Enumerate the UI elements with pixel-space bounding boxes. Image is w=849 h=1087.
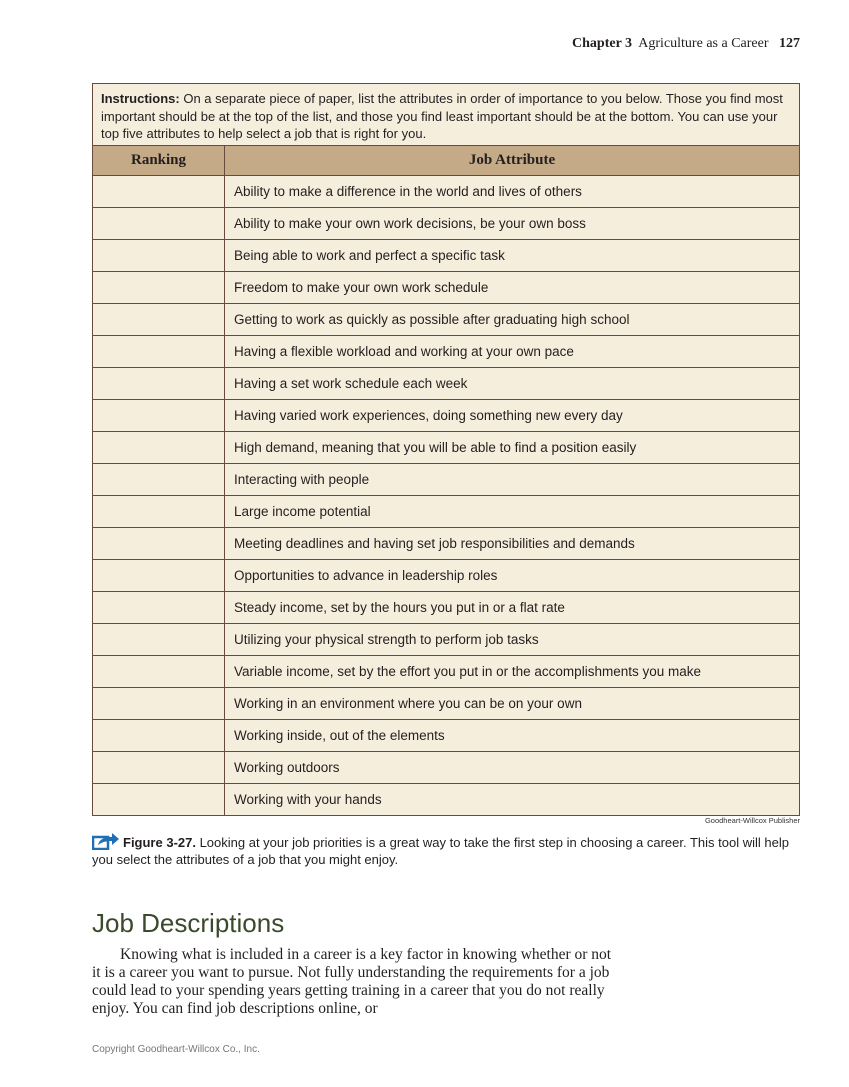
- attribute-cell: Having varied work experiences, doing something new every day: [234, 408, 623, 423]
- ranking-cell: [93, 496, 225, 527]
- ranking-cell: [93, 528, 225, 559]
- figure-caption: [92, 832, 802, 868]
- ranking-cell: [93, 464, 225, 495]
- attribute-cell: Opportunities to advance in leadership roles: [234, 568, 498, 583]
- running-header: [572, 36, 800, 52]
- body-paragraph: Knowing what is included in a career is a key factor in knowing whether or not it is a career you want to pursue. Not fully understanding the requirements for a job could lead to your spending years getting training in a career that you do not really enjoy. You can find job descriptions online, or: [92, 946, 612, 1017]
- caption-text: Looking at your job priorities is a great way to take the first step in choosing a career. This tool will help you select the attributes of a job that you might enjoy.: [92, 835, 789, 867]
- table-row: [93, 528, 799, 560]
- attribute-cell: Steady income, set by the hours you put in or a flat rate: [234, 600, 565, 615]
- table-header: [93, 145, 799, 176]
- table-row: [93, 752, 799, 784]
- ranking-cell: [93, 656, 225, 687]
- attribute-cell: Ability to make a difference in the world and lives of others: [234, 184, 582, 199]
- attribute-cell: Utilizing your physical strength to perform job tasks: [234, 632, 539, 647]
- ranking-cell: [93, 208, 225, 239]
- table-row: [93, 208, 799, 240]
- attribute-cell: Having a set work schedule each week: [234, 376, 468, 391]
- col-attribute: Job Attribute: [468, 152, 556, 168]
- ranking-cell: [93, 592, 225, 623]
- attribute-cell: Interacting with people: [234, 472, 370, 487]
- ranking-cell: [93, 240, 225, 271]
- attribute-cell: Being able to work and perfect a specific task: [234, 248, 505, 263]
- table-row: [93, 592, 799, 624]
- table-row: [93, 304, 799, 336]
- ranking-cell: [93, 432, 225, 463]
- attribute-cell: Ability to make your own work decisions, be your own boss: [234, 216, 586, 231]
- share-arrow-icon: [92, 832, 120, 850]
- section-heading: Job Descriptions: [92, 908, 285, 938]
- chapter-label: Chapter 3: [572, 36, 633, 51]
- table-row: [93, 464, 799, 496]
- table-row: [93, 784, 799, 815]
- table-row: [93, 272, 799, 304]
- ranking-cell: [93, 784, 225, 815]
- ranking-cell: [93, 272, 225, 303]
- attribute-cell: Having a flexible workload and working at your own pace: [234, 344, 574, 359]
- ranking-cell: [93, 304, 225, 335]
- attribute-cell: Large income potential: [234, 504, 371, 519]
- figure-label: Figure 3-27.: [123, 835, 196, 850]
- attribute-cell: Working in an environment where you can be on your own: [234, 696, 582, 711]
- attribute-cell: Getting to work as quickly as possible after graduating high school: [234, 312, 630, 327]
- table-row: [93, 624, 799, 656]
- table-row: [93, 240, 799, 272]
- ranking-cell: [93, 176, 225, 207]
- table-row: [93, 560, 799, 592]
- instructions-text: On a separate piece of paper, list the attributes in order of importance to you below. Those you find most important should be at the top of the list, and those you find least important should be at the bottom. You can use your top five attributes to help select a job that is right for you.: [101, 91, 783, 141]
- attribute-cell: Working with your hands: [234, 792, 382, 807]
- credit: Goodheart-Willcox Publisher: [704, 816, 800, 825]
- copyright: Copyright Goodheart-Willcox Co., Inc.: [92, 1044, 260, 1055]
- ranking-cell: [93, 752, 225, 783]
- table-row: [93, 656, 799, 688]
- table-row: [93, 688, 799, 720]
- ranking-cell: [93, 368, 225, 399]
- ranking-cell: [93, 400, 225, 431]
- ranking-cell: [93, 688, 225, 719]
- attribute-cell: Meeting deadlines and having set job responsibilities and demands: [234, 536, 635, 551]
- table-row: [93, 432, 799, 464]
- attribute-cell: High demand, meaning that you will be able to find a position easily: [234, 440, 637, 455]
- attribute-cell: Working inside, out of the elements: [234, 728, 445, 743]
- attribute-cell: Working outdoors: [234, 760, 340, 775]
- table-row: [93, 336, 799, 368]
- table-row: [93, 496, 799, 528]
- ranking-cell: [93, 336, 225, 367]
- col-ranking: Ranking: [93, 146, 225, 175]
- ranking-cell: [93, 720, 225, 751]
- ranking-cell: [93, 624, 225, 655]
- table-row: [93, 400, 799, 432]
- attribute-cell: Variable income, set by the effort you put in or the accomplishments you make: [234, 664, 701, 679]
- job-attribute-table: [92, 83, 800, 816]
- table-row: [93, 176, 799, 208]
- table-row: [93, 720, 799, 752]
- page-number: 127: [779, 36, 800, 51]
- instructions: [93, 84, 799, 145]
- table-row: [93, 368, 799, 400]
- instructions-label: Instructions:: [101, 91, 180, 106]
- ranking-cell: [93, 560, 225, 591]
- attribute-cell: Freedom to make your own work schedule: [234, 280, 489, 295]
- chapter-title: Agriculture as a Career: [638, 36, 769, 51]
